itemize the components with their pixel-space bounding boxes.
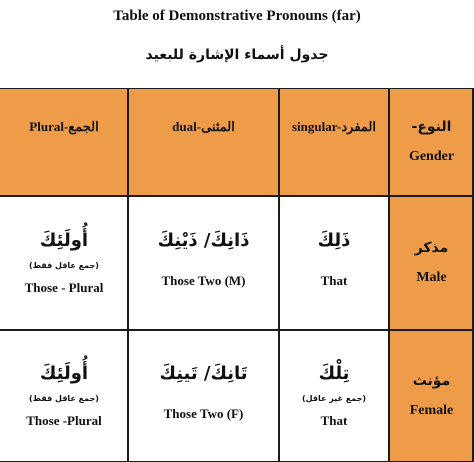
header-dual-cell <box>128 88 279 196</box>
male-dual-cell <box>128 196 279 330</box>
female-singular-cell <box>279 330 389 462</box>
header-singular-cell <box>279 88 389 196</box>
female-plural-en: Those -Plural <box>26 413 102 428</box>
grid-line-col2 <box>278 88 280 462</box>
male-plural-ar: أُولَئِكَ <box>39 230 89 251</box>
male-plural-cell <box>0 196 128 330</box>
header-dual: dual-المثنى <box>172 119 235 134</box>
male-dual-en: Those Two (M) <box>161 272 246 288</box>
female-gender-en: Female <box>409 403 454 418</box>
female-dual-cell <box>128 330 279 462</box>
grid-line-row1 <box>0 195 474 197</box>
female-dual-en: Those Two (F) <box>163 405 244 421</box>
grid-line-col3 <box>388 88 390 462</box>
header-singular: singular-المفرد <box>292 119 376 134</box>
female-singular-en: That <box>320 413 348 428</box>
header-gender-en: Gender <box>408 149 455 164</box>
header-gender-ar: النوع- <box>411 119 452 135</box>
male-dual-ar: ذَانِكَ/ ذَيْنِكَ <box>157 229 250 251</box>
grid-line-row2 <box>0 329 474 331</box>
header-plural-cell <box>0 88 128 196</box>
female-singular-note: (جمع غير عاقل) <box>301 394 367 403</box>
header-gender-cell <box>389 88 474 196</box>
male-gender-en: Male <box>416 270 447 285</box>
grid-line-col1 <box>127 88 129 462</box>
female-gender-ar: مؤنث <box>412 373 451 389</box>
male-plural-note: (جمع عاقل فقط) <box>29 261 99 270</box>
female-gender-cell <box>389 330 474 462</box>
arabic-subtitle: جدول أسماء الإشارة للبعيد <box>145 47 329 63</box>
demonstrative-pronouns-table <box>0 88 474 462</box>
female-plural-cell <box>0 330 128 462</box>
female-plural-ar: أُولَئِكَ <box>39 363 89 384</box>
male-singular-cell <box>279 196 389 330</box>
female-singular-ar: تِلْكَ <box>318 363 350 384</box>
page-title: Table of Demonstrative Pronouns (far) <box>113 8 361 24</box>
female-plural-note: (جمع عاقل فقط) <box>29 394 99 403</box>
grid-line-top <box>0 88 474 89</box>
male-gender-ar: مذكر <box>414 240 449 256</box>
header-plural: Plural-الجمع <box>29 119 99 134</box>
female-dual-ar: تَانِكَ/ تَينِكَ <box>159 362 248 384</box>
male-gender-cell <box>389 196 474 330</box>
male-singular-ar: ذَلِكَ <box>317 229 351 251</box>
male-plural-en: Those - Plural <box>24 280 104 295</box>
male-singular-en: That <box>320 272 348 288</box>
